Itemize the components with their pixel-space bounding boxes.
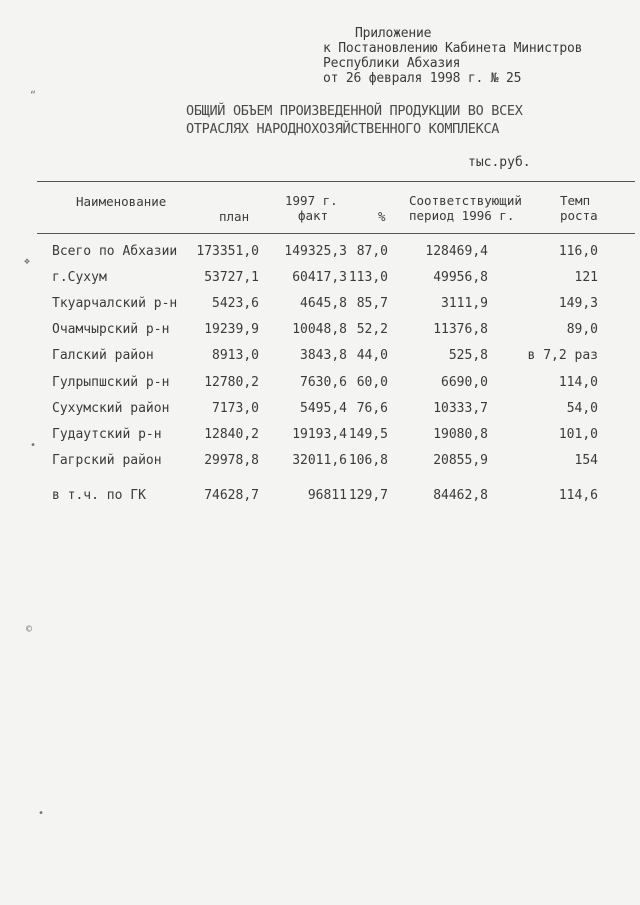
- row-plan: 12780,2: [204, 375, 259, 390]
- table-row: [0, 348, 640, 368]
- table-header-rule: [37, 233, 635, 234]
- row-plan: 19239,9: [204, 322, 259, 337]
- row-fact: 3843,8: [300, 348, 347, 363]
- table-row: [0, 375, 640, 395]
- row-name: Всего по Абхазии: [52, 244, 178, 259]
- table-row: [0, 401, 640, 421]
- row-fact: 32011,6: [292, 453, 347, 468]
- row-prev: 20855,9: [433, 453, 488, 468]
- row-name: Гагрский район: [52, 453, 162, 468]
- annex-republic: Республики Абхазия: [323, 56, 461, 71]
- row-plan: 53727,1: [204, 270, 259, 285]
- row-percent: 87,0: [356, 244, 388, 259]
- row-name: Ткуарчалский р-н: [52, 296, 178, 311]
- row-name: в т.ч. по ГК: [52, 488, 146, 503]
- row-plan: 7173,0: [212, 401, 259, 416]
- row-tempo: 154: [574, 453, 598, 468]
- row-plan: 12840,2: [204, 427, 259, 442]
- row-percent: 44,0: [356, 348, 388, 363]
- table-top-rule: [37, 181, 635, 182]
- units-label: тыс.руб.: [468, 155, 531, 170]
- row-fact: 96811: [307, 488, 347, 503]
- header-prev-1: Соответствующий: [409, 193, 522, 208]
- table-row: [0, 296, 640, 316]
- row-tempo: в 7,2 раз: [527, 348, 598, 363]
- row-prev: 19080,8: [433, 427, 488, 442]
- row-prev: 49956,8: [433, 270, 488, 285]
- table-row: [0, 453, 640, 473]
- document-title: [186, 102, 523, 138]
- row-fact: 149325,3: [284, 244, 347, 259]
- row-percent: 85,7: [356, 296, 388, 311]
- table-row: [0, 270, 640, 290]
- table-row: [0, 244, 640, 264]
- row-name: Галский район: [52, 348, 154, 363]
- row-fact: 19193,4: [292, 427, 347, 442]
- row-fact: 5495,4: [300, 401, 347, 416]
- row-prev: 128469,4: [425, 244, 488, 259]
- table-row: [0, 427, 640, 447]
- header-prev-2: период 1996 г.: [409, 208, 515, 223]
- row-name: Очамчырский р-н: [52, 322, 170, 337]
- row-plan: 29978,8: [204, 453, 259, 468]
- scan-speck: “: [30, 90, 37, 101]
- header-tempo-2: роста: [560, 208, 598, 223]
- row-percent: 60,0: [356, 375, 388, 390]
- title-line-1: ОБЩИЙ ОБЪЕМ ПРОИЗВЕДЕННОЙ ПРОДУКЦИИ ВО ВСЕХ: [186, 103, 523, 119]
- header-plan: план: [219, 209, 250, 224]
- row-percent: 76,6: [356, 401, 388, 416]
- row-plan: 5423,6: [212, 296, 259, 311]
- header-fact: факт: [298, 208, 329, 223]
- table-row: [0, 488, 640, 508]
- row-tempo: 54,0: [566, 401, 598, 416]
- binder-hole-mark: ©: [26, 624, 33, 635]
- row-tempo: 116,0: [558, 244, 598, 259]
- row-plan: 173351,0: [196, 244, 259, 259]
- row-fact: 10048,8: [292, 322, 347, 337]
- row-name: Сухумский район: [52, 401, 170, 416]
- row-fact: 60417,3: [292, 270, 347, 285]
- row-prev: 3111,9: [441, 296, 488, 311]
- row-name: г.Сухум: [52, 270, 107, 285]
- row-tempo: 149,3: [558, 296, 598, 311]
- annex-title: Приложение: [355, 26, 432, 41]
- row-percent: 129,7: [348, 488, 388, 503]
- table-row: [0, 322, 640, 342]
- header-percent: %: [378, 209, 386, 224]
- row-tempo: 89,0: [566, 322, 598, 337]
- row-percent: 149,5: [348, 427, 388, 442]
- row-prev: 525,8: [448, 348, 488, 363]
- row-fact: 7630,6: [300, 375, 347, 390]
- header-name: Наименование: [76, 194, 167, 209]
- row-percent: 52,2: [356, 322, 388, 337]
- row-name: Гудаутский р-н: [52, 427, 162, 442]
- row-plan: 8913,0: [212, 348, 259, 363]
- row-tempo: 101,0: [558, 427, 598, 442]
- row-percent: 106,8: [348, 453, 388, 468]
- binder-hole-mark: •: [30, 440, 37, 451]
- binder-hole-mark: •: [38, 808, 45, 819]
- title-line-2: ОТРАСЛЯХ НАРОДНОХОЗЯЙСТВЕННОГО КОМПЛЕКСА: [186, 121, 500, 137]
- annex-date: от 26 февраля 1998 г. № 25: [323, 71, 522, 86]
- row-prev: 6690,0: [441, 375, 488, 390]
- header-tempo-1: Темп: [560, 193, 591, 208]
- row-prev: 10333,7: [433, 401, 488, 416]
- row-tempo: 121: [574, 270, 598, 285]
- row-plan: 74628,7: [204, 488, 259, 503]
- row-percent: 113,0: [348, 270, 388, 285]
- annex-decree: к Постановлению Кабинета Министров: [323, 41, 583, 56]
- row-fact: 4645,8: [300, 296, 347, 311]
- row-name: Гулрыпшский р-н: [52, 375, 170, 390]
- binder-hole-mark: ❖: [24, 256, 31, 267]
- row-tempo: 114,6: [558, 488, 598, 503]
- annex-header: [323, 26, 582, 86]
- row-prev: 84462,8: [433, 488, 488, 503]
- header-year: 1997 г.: [285, 193, 338, 208]
- row-tempo: 114,0: [558, 375, 598, 390]
- row-prev: 11376,8: [433, 322, 488, 337]
